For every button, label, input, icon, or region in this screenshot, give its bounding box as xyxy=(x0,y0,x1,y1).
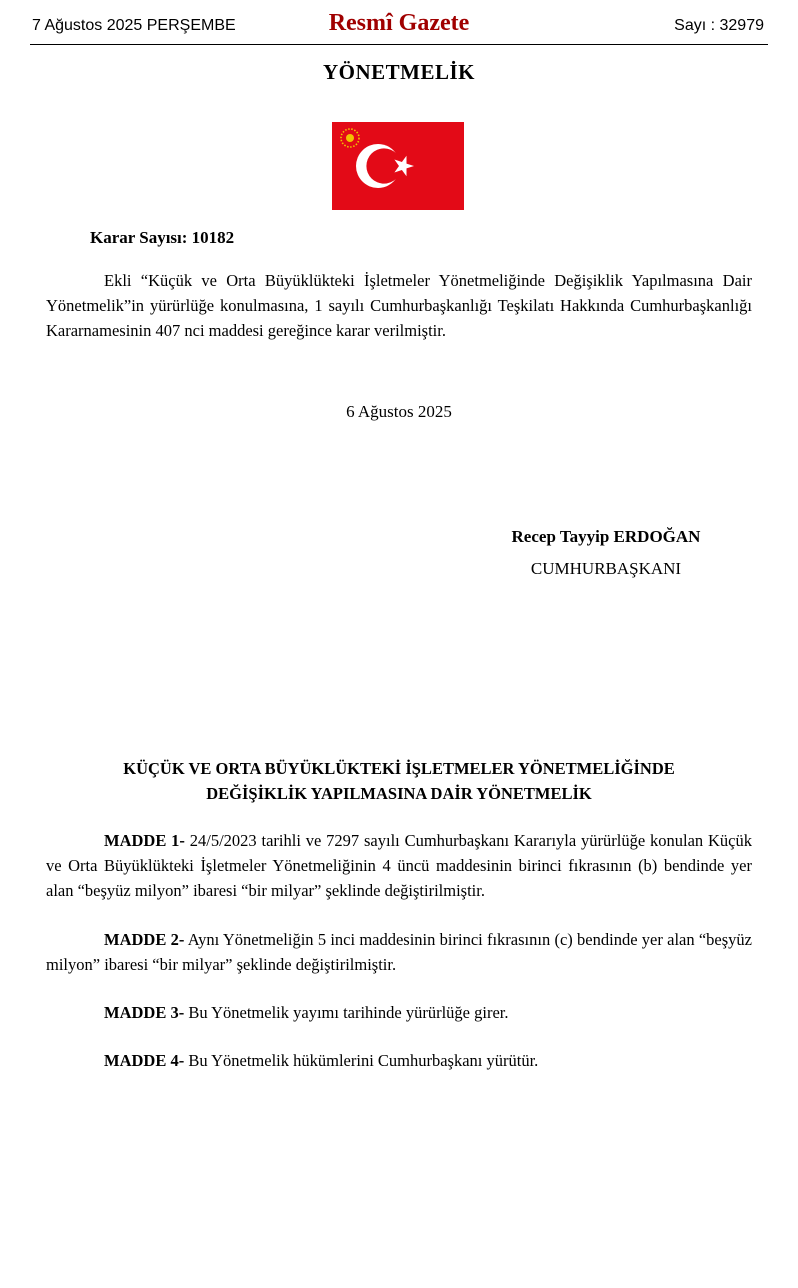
article-text: 24/5/2023 tarihli ve 7297 sayılı Cumhurbaşkanı Kararıyla yürürlüğe konulan Küçük ve Orta Büyüklükteki İşletmeler Yönetmeliğinin 4 üncü maddesinin birinci fıkrasının (b) bendinde yer alan “beşyüz milyon” ibaresi “bir milyar” şeklinde değiştirilmiştir. xyxy=(46,831,753,900)
article-4 xyxy=(46,1048,752,1073)
article-3 xyxy=(46,1000,752,1025)
decision-text: Ekli “Küçük ve Orta Büyüklükteki İşletmeler Yönetmeliğinde Değişiklik Yapılmasına Dair Yönetmelik”in yürürlüğe konulmasına, 1 sayılı Cumhurbaşkanlığı Teşkilatı Hakkında Cumhurbaşkanlığı Kararnamesinin 407 nci maddesi gereğince karar verilmiştir. xyxy=(46,271,752,340)
article-2 xyxy=(46,927,752,977)
article-label: MADDE 2- xyxy=(104,930,185,949)
decision-date: 6 Ağustos 2025 xyxy=(346,402,452,421)
issue-number: Sayı : 32979 xyxy=(674,17,764,34)
header-date: 7 Ağustos 2025 PERŞEMBE xyxy=(32,17,236,34)
article-text: Aynı Yönetmeliğin 5 inci maddesinin birinci fıkrasının (c) bendinde yer alan “beşyüz milyon” ibaresi “bir milyar” şeklinde değiştirilmiştir. xyxy=(46,930,752,974)
article-label: MADDE 3- xyxy=(104,1003,185,1022)
gazette-header xyxy=(30,10,768,45)
article-label: MADDE 4- xyxy=(104,1051,185,1070)
document-type-title: YÖNETMELİK xyxy=(322,60,476,84)
gazette-title-text: Resmî Gazete xyxy=(328,10,470,36)
gazette-title xyxy=(30,10,768,37)
article-text: Bu Yönetmelik hükümlerini Cumhurbaşkanı yürütür. xyxy=(184,1051,539,1070)
article-1 xyxy=(46,828,752,903)
signer-name: Recep Tayyip ERDOĞAN xyxy=(511,527,701,546)
article-text: Bu Yönetmelik yayımı tarihinde yürürlüğe girer. xyxy=(184,1003,509,1022)
decision-number: Karar Sayısı: 10182 xyxy=(90,228,235,247)
turkish-flag-icon xyxy=(332,122,464,210)
regulation-title xyxy=(0,756,798,806)
regulation-title-line-1: KÜÇÜK VE ORTA BÜYÜKLÜKTEKİ İŞLETMELER YÖNETMELİĞİNDE xyxy=(123,759,675,778)
regulation-title-line-2: DEĞİŞİKLİK YAPILMASINA DAİR YÖNETMELİK xyxy=(206,784,592,803)
signer-title: CUMHURBAŞKANI xyxy=(530,559,682,578)
article-label: MADDE 1- xyxy=(104,831,185,850)
